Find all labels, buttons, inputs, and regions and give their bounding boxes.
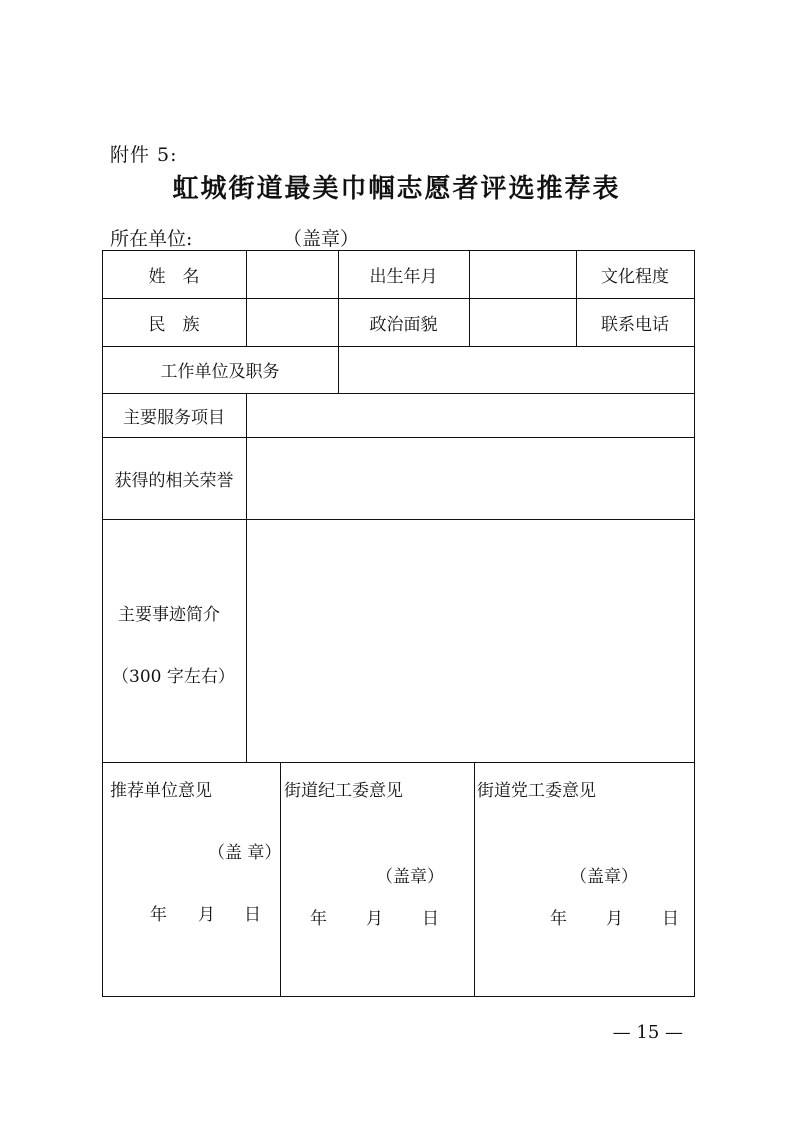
political-label: 政治面貌: [369, 314, 438, 335]
recommending-unit-seal: （盖 章）: [208, 843, 282, 863]
service-field[interactable]: [246, 393, 694, 437]
date-year: 年: [310, 909, 327, 929]
date-month: 月: [606, 909, 623, 929]
date-year: 年: [550, 909, 567, 929]
education-label: 文化程度: [601, 266, 669, 287]
attachment-number: 附件 5:: [110, 144, 178, 166]
date-day: 日: [662, 909, 679, 929]
service-label: 主要服务项目: [123, 407, 225, 428]
birth-field[interactable]: [469, 250, 576, 298]
work-field[interactable]: [338, 346, 694, 393]
date-day: 日: [422, 909, 439, 929]
date-month: 月: [366, 909, 383, 929]
deeds-note: （300 字左右）: [112, 667, 235, 687]
work-label: 工作单位及职务: [160, 362, 280, 382]
political-field[interactable]: [469, 298, 576, 346]
recommending-unit-opinion-label: 推荐单位意见: [110, 781, 212, 801]
date-month: 月: [198, 905, 215, 925]
honors-field[interactable]: [246, 437, 694, 519]
party-committee-opinion-label: 街道党工委意见: [477, 781, 596, 801]
deeds-label: 主要事迹简介: [118, 605, 220, 625]
date-day: 日: [244, 905, 261, 925]
unit-seal-label: （盖章）: [283, 228, 360, 250]
phone-label: 联系电话: [601, 314, 669, 335]
deeds-field[interactable]: [246, 519, 694, 762]
page-number: — 15 —: [612, 1022, 683, 1043]
table-border-bottom: [102, 996, 695, 997]
date-year: 年: [150, 905, 167, 925]
discipline-committee-opinion-label: 街道纪工委意见: [284, 781, 403, 801]
page-title: 虹城街道最美巾帼志愿者评选推荐表: [172, 174, 621, 204]
table-border-right: [694, 250, 695, 997]
honors-label: 获得的相关荣誉: [114, 470, 234, 491]
birth-label: 出生年月: [369, 266, 438, 287]
ethnicity-label: 民 族: [148, 314, 200, 335]
ethnicity-field[interactable]: [246, 298, 338, 346]
table-line: [280, 762, 281, 996]
name-label: 姓 名: [148, 266, 200, 287]
table-line: [102, 762, 695, 763]
table-line: [474, 762, 475, 996]
unit-label: 所在单位:: [110, 228, 193, 250]
discipline-committee-seal: （盖章）: [376, 867, 444, 887]
party-committee-seal: （盖章）: [570, 867, 638, 887]
name-field[interactable]: [246, 250, 338, 298]
